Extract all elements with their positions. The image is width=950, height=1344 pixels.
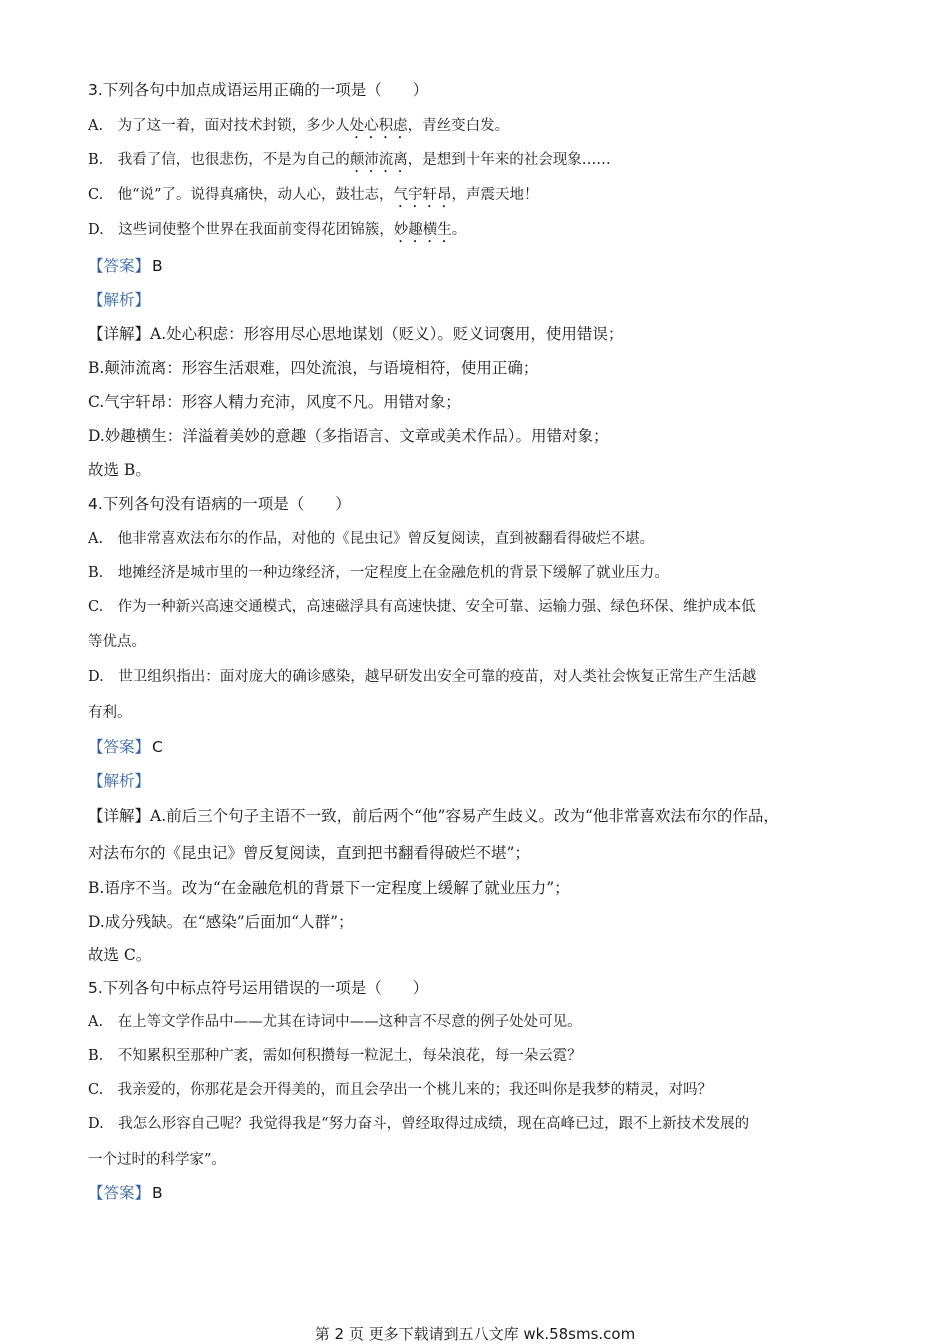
question-4-conclusion: 故选 C。 (88, 946, 152, 964)
question-3-answer (88, 256, 163, 276)
page-footer: 第 2 页 更多下载请到五八文库 wk.58sms.com (314, 1325, 636, 1343)
question-3-detail-1 (88, 324, 623, 344)
question-3-option-c (88, 185, 539, 211)
question-4-detail-1-cont: 对法布尔的《昆虫记》曾反复阅读，直到把书翻看得破烂不堪”； (88, 844, 530, 862)
emphasized-idiom: 处心积虑 (349, 118, 408, 134)
question-4-option-a: A. 他非常喜欢法布尔的作品，对他的《昆虫记》曾反复阅读，直到被翻看得破烂不堪。 (88, 531, 655, 547)
answer-tag: 【答案】 (88, 257, 151, 275)
question-4-option-c-line-2: 等优点。 (88, 634, 146, 650)
detail-text: A.前后三个句子主语不一致，前后两个“他”容易产生歧义。改为“他非常喜欢法布尔的作品， (150, 807, 779, 825)
option-text: D. 这些词使整个世界在我面前变得花团锦簇， (88, 222, 394, 238)
question-3-analysis (88, 290, 150, 310)
question-4-answer (88, 737, 163, 757)
question-3-conclusion: 故选 B。 (88, 461, 151, 479)
question-4-option-d-line-1: D. 世卫组织指出：面对庞大的确诊感染，越早研发出安全可靠的疫苗，对人类社会恢复正常生产生活越 (88, 669, 757, 685)
question-5-answer (88, 1183, 163, 1203)
question-5-option-b: B. 不知累积至那种广袤，需如何积攒每一粒泥土，每朵浪花，每一朵云霓？ (88, 1048, 582, 1064)
question-4-option-c-line-1: C. 作为一种新兴高速交通模式，高速磁浮具有高速快捷、安全可靠、运输力强、绿色环保、维护成本低 (88, 599, 756, 615)
option-text: ，是想到十年来的社会现象…… (407, 152, 611, 168)
question-4-detail-3: D.成分残缺。在“感染”后面加“人群”； (88, 913, 354, 931)
question-4-detail-1 (88, 806, 779, 826)
question-5-stem: 5.下列各句中标点符号运用错误的一项是（ ） (88, 979, 429, 997)
option-text: C. 他“说”了。说得真痛快，动人心，鼓壮志， (88, 187, 394, 203)
question-5-option-a: A. 在上等文学作品中——尤其在诗词中——这种言不尽意的例子处处可见。 (88, 1014, 582, 1030)
detail-text: A.处心积虑：形容用尽心思地谋划（贬义）。贬义词褒用，使用错误； (150, 325, 624, 343)
emphasized-idiom: 颠沛流离 (349, 152, 408, 168)
question-4-stem: 4.下列各句没有语病的一项是（ ） (88, 495, 351, 513)
answer-tag: 【答案】 (88, 1184, 151, 1202)
question-3-option-d (88, 220, 466, 246)
question-3-detail-3: C.气宇轩昂：形容人精力充沛，风度不凡。用错对象； (88, 393, 461, 411)
question-4-detail-2: B.语序不当。改为“在金融危机的背景下一定程度上缓解了就业压力”； (88, 879, 570, 897)
option-text: B. 我看了信，也很悲伤，不是为自己的 (88, 152, 350, 168)
detail-tag: 【详解】 (88, 325, 151, 343)
option-text: ，声震天地！ (451, 187, 539, 203)
question-4-analysis (88, 771, 150, 791)
question-5-option-d-line-2: 一个过时的科学家”。 (88, 1152, 226, 1168)
question-5-option-c: C. 我亲爱的，你那花是会开得美的，而且会孕出一个桃儿来的；我还叫你是我梦的精灵，对吗？ (88, 1082, 713, 1098)
answer-tag: 【答案】 (88, 738, 151, 756)
detail-tag: 【详解】 (88, 807, 151, 825)
answer-value: B (152, 257, 163, 275)
emphasized-idiom: 妙趣横生 (393, 222, 452, 238)
question-5-option-d-line-1: D. 我怎么形容自己呢？我觉得我是“努力奋斗，曾经取得过成绩，现在高峰已过，跟不上新技术发展的 (88, 1116, 750, 1132)
question-3-option-a (88, 116, 509, 142)
analysis-tag: 【解析】 (88, 772, 151, 790)
question-3-option-b (88, 150, 611, 176)
option-text: 。 (451, 222, 467, 238)
question-3-detail-2: B.颠沛流离：形容生活艰难，四处流浪，与语境相符，使用正确； (88, 359, 539, 377)
question-4-option-d-line-2: 有利。 (88, 705, 132, 721)
emphasized-idiom: 气宇轩昂 (393, 187, 452, 203)
answer-value: C (152, 738, 163, 756)
question-4-option-b: B. 地摊经济是城市里的一种边缘经济，一定程度上在金融危机的背景下缓解了就业压力。 (88, 565, 669, 581)
option-text: ，青丝变白发。 (407, 118, 510, 134)
question-3-stem: 3.下列各句中加点成语运用正确的一项是（ ） (88, 81, 429, 99)
option-text: A. 为了这一着，面对技术封锁，多少人 (88, 118, 350, 134)
answer-value: B (152, 1184, 163, 1202)
analysis-tag: 【解析】 (88, 291, 151, 309)
question-3-detail-4: D.妙趣横生：洋溢着美妙的意趣（多指语言、文章或美术作品）。用错对象； (88, 427, 609, 445)
